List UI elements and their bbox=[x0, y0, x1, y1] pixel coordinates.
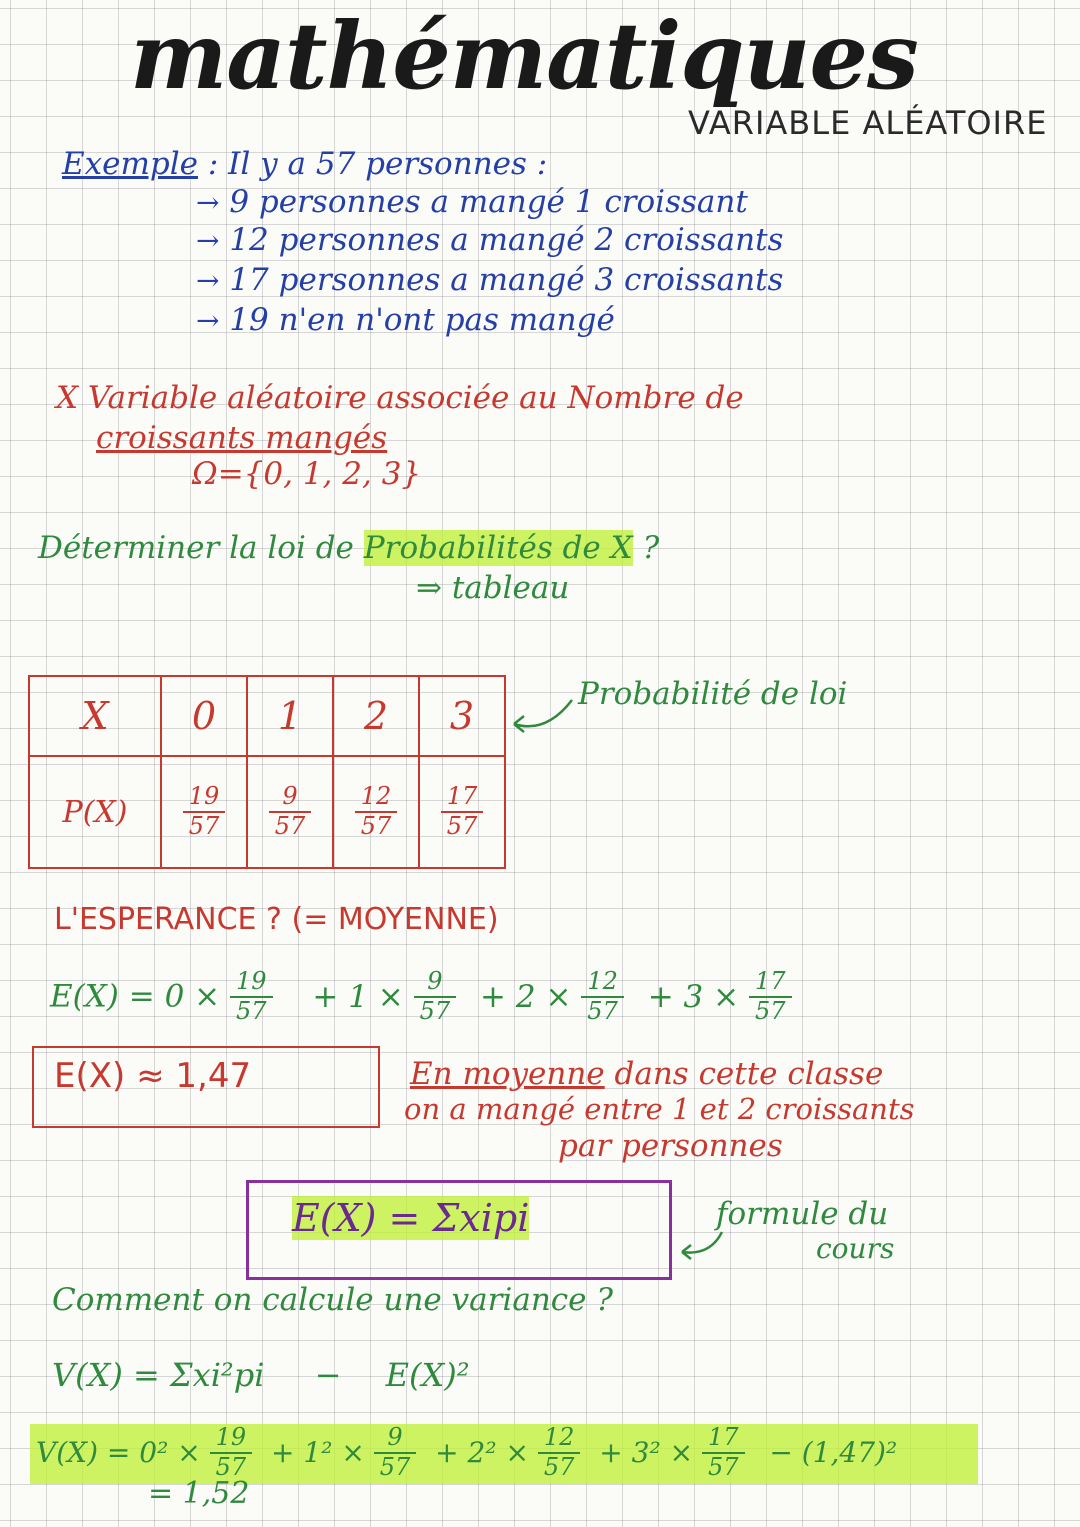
esperance-calculation: E(X) = 0 × $\frac{19}{57}$ + 1 × $\frac{9}{57}$ + 2 × $\frac{12}{57}$ + 3 × $\frac{17}{57}$ bbox=[50, 968, 792, 1025]
table-row bbox=[29, 676, 505, 756]
example-label: Exemple bbox=[62, 146, 198, 182]
esperance-formula: E(X) = Σxipi bbox=[292, 1196, 530, 1240]
variance-question: Comment on calcule une variance ? bbox=[52, 1282, 613, 1318]
esperance-comment-line-1: En moyenne dans cette classe bbox=[410, 1056, 884, 1092]
arrow-icon: → bbox=[196, 264, 220, 297]
question-line: Déterminer la loi de Probabilités de X ? bbox=[38, 530, 660, 566]
variance-calculation: V(X) = 0² × $\frac{19}{57}$ + 1² × $\frac{9}{57}$ + 2² × $\frac{12}{57}$ + 3² × $\frac{17}{57}$ − (1,47)² bbox=[36, 1423, 898, 1481]
table-annotation: Probabilité de loi bbox=[578, 676, 848, 712]
question-arrow: ⇒ tableau bbox=[416, 570, 570, 606]
esperance-comment-line-3: par personnes bbox=[558, 1128, 783, 1164]
table-cell: $\frac{19}{57}$ bbox=[161, 756, 247, 868]
page-title: mathématiques bbox=[130, 2, 918, 110]
arrow-icon: → bbox=[196, 224, 220, 257]
arrow-icon: → bbox=[196, 304, 220, 337]
example-intro: : Il y a 57 personnes : bbox=[207, 146, 548, 182]
probability-table bbox=[28, 675, 506, 869]
formula-note-line-2: cours bbox=[816, 1232, 895, 1265]
esperance-result: E(X) ≈ 1,47 bbox=[54, 1056, 252, 1096]
table-header-px: P(X) bbox=[29, 756, 161, 868]
table-cell: $\frac{17}{57}$ bbox=[419, 756, 505, 868]
table-cell: 2 bbox=[333, 676, 419, 756]
page-subtitle: VARIABLE ALÉATOIRE bbox=[688, 104, 1048, 142]
table-cell: 3 bbox=[419, 676, 505, 756]
variance-result: = 1,52 bbox=[148, 1476, 250, 1511]
example-line-3: → 17 personnes a mangé 3 croissants bbox=[196, 262, 784, 298]
highlighted-phrase: Probabilités de X bbox=[363, 530, 633, 566]
table-cell: 0 bbox=[161, 676, 247, 756]
curved-arrow-icon bbox=[506, 690, 576, 750]
example-heading bbox=[62, 146, 547, 182]
table-cell: $\frac{9}{57}$ bbox=[247, 756, 333, 868]
example-line-1: → 9 personnes a mangé 1 croissant bbox=[196, 184, 748, 220]
curved-arrow-icon bbox=[676, 1226, 726, 1266]
example-line-2: → 12 personnes a mangé 2 croissants bbox=[196, 222, 784, 258]
variable-line-2: croissants mangés bbox=[96, 420, 388, 456]
variable-line-1: X Variable aléatoire associée au Nombre de bbox=[56, 380, 744, 416]
example-line-4: → 19 n'en n'ont pas mangé bbox=[196, 302, 615, 338]
formula-note-line-1: formule du bbox=[716, 1196, 889, 1232]
table-row bbox=[29, 756, 505, 868]
table-cell: $\frac{12}{57}$ bbox=[333, 756, 419, 868]
esperance-heading: L'ESPERANCE ? (= MOYENNE) bbox=[54, 902, 499, 937]
table-cell: 1 bbox=[247, 676, 333, 756]
arrow-icon: → bbox=[196, 186, 220, 219]
omega-set: Ω={0, 1, 2, 3} bbox=[192, 456, 422, 492]
esperance-comment-line-2: on a mangé entre 1 et 2 croissants bbox=[404, 1092, 915, 1126]
variance-formula: V(X) = Σxi²pi − E(X)² bbox=[52, 1356, 470, 1394]
table-header-x: X bbox=[29, 676, 161, 756]
